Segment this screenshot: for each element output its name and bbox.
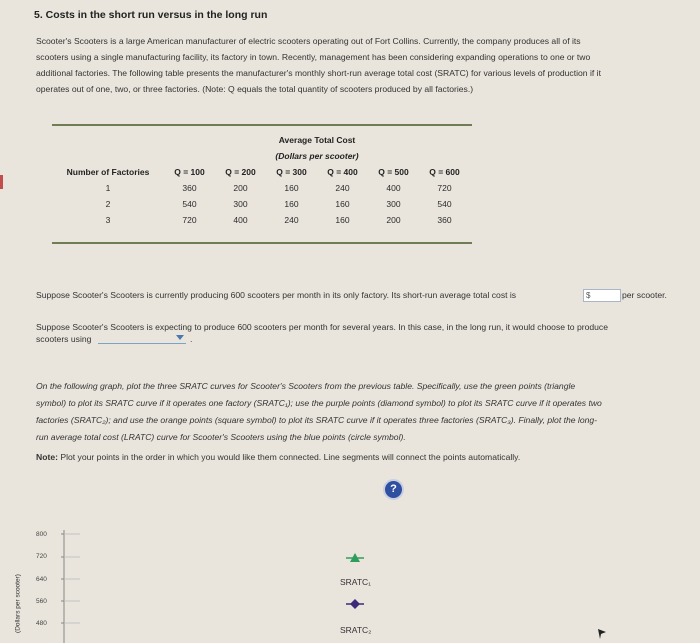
cursor-arrow-icon	[598, 629, 606, 639]
graph-instr-2: symbol) to plot its SRATC curve if it operates one factory (SRATC₁); use the purple points (diamond symbol) to plot its SRATC curve if it operates two	[36, 398, 602, 408]
question-title: 5. Costs in the short run versus in the long run	[34, 9, 268, 21]
q1-suffix: per scooter.	[622, 290, 667, 300]
note-label: Note:	[36, 452, 58, 462]
graph-instr-4: run average total cost (LRATC) curve for Scooter's Scooters using the blue points (circle symbol).	[36, 432, 406, 442]
graph-note	[36, 449, 520, 465]
cost-table	[52, 132, 470, 228]
table-bottom-rule	[52, 242, 472, 244]
table-cell: 360	[437, 215, 452, 225]
graph-instr-1: On the following graph, plot the three SRATC curves for Scooter's Scooters from the previous table. Specifically, use the green points (triangle	[36, 381, 576, 391]
factory-count: 3	[105, 215, 111, 225]
intro-line-1: Scooter's Scooters is a large American manufacturer of electric scooters operating out of Fort Collins. Currently, the company produces all of its	[36, 36, 581, 46]
y-tick-label: 640	[36, 576, 47, 583]
col-header: Q = 100	[174, 167, 205, 177]
legend-sratc1: SRATC₁	[340, 577, 372, 587]
legend-sratc2: SRATC₂	[340, 625, 372, 635]
dollar-prefix: $	[586, 291, 591, 300]
table-top-rule	[52, 124, 472, 126]
graph-instr-3: factories (SRATC₂); and use the orange points (square symbol) to plot its SRATC curve if it operates three factories (SRATC₃). Finally, plot the long-	[36, 415, 598, 425]
y-tick-label: 800	[36, 531, 47, 538]
table-cell: 160	[284, 183, 299, 193]
table-cell: 160	[335, 199, 350, 209]
sratc2-legend-marker[interactable]	[346, 599, 364, 609]
table-row	[52, 212, 470, 228]
intro-line-3: additional factories. The following table presents the manufacturer's monthly short-run average total cost (SRATC) for various levels of production if it	[36, 68, 601, 78]
table-cell: 540	[437, 199, 452, 209]
intro-line-2: scooters using a single manufacturing facility, its factory in town. Recently, management has been considering expanding operations to one or two	[36, 52, 591, 62]
table-cell: 720	[437, 183, 452, 193]
q2-text-line1: Suppose Scooter's Scooters is expecting to produce 600 scooters per month for several years. In this case, in the long run, it would choose to produce	[36, 322, 609, 332]
table-row	[52, 196, 470, 212]
col-header: Q = 300	[276, 167, 307, 177]
table-cell: 360	[182, 183, 197, 193]
col-header: Q = 200	[225, 167, 256, 177]
table-row	[52, 180, 470, 196]
col-header: Q = 600	[429, 167, 460, 177]
note-text: Plot your points in the order in which you would like them connected. Line segments will connect the points automatically.	[60, 452, 521, 462]
chevron-down-icon	[176, 335, 184, 340]
table-cell: 200	[233, 183, 248, 193]
y-tick-label: 480	[36, 620, 47, 627]
table-cell: 160	[335, 215, 350, 225]
y-tick-label: 720	[36, 553, 47, 560]
table-group-title: Average Total Cost	[278, 135, 356, 145]
y-axis-title: (Dollars per scooter)	[14, 574, 22, 633]
table-cell: 300	[386, 199, 401, 209]
sratc-answer-input[interactable]	[583, 289, 621, 302]
table-cell: 400	[233, 215, 248, 225]
table-cell: 400	[386, 183, 401, 193]
table-cell: 720	[182, 215, 197, 225]
problem-page: 5. Costs in the short run versus in the long run Scooter's Scooters is a large American manufacturer of electric scooters operating out of Fort Collins. Currently, the company produces all of its scooters using a single manufacturing facility, its factory in town. Recently, management has been considering expanding operations to one or two additional factories. The following table presents the manufacturer's monthly short-run average total cost (SRATC) for various levels of production if it operates out of one, two, or three factories. (Note: Q equals the total quantity of scooters produced by all factories.) Average Total Cost (Dollars per scooter) Number of Factories Q = 100 Q = 200 Q = 300 Q = 400 Q = 500 Q = 600 1 360 200 160 240 400 720 2 540 300 160 160 300 540 3 720 400 240 160 200 360 Suppose Scooter's Scooters is currently producing 600 scooters per month in its only factory. Its short-run average total cost is $ per scooter. Suppose Scooter's Scooters is expecting to produce 600 scooters per month for several years. In this case, in the long run, it would choose to produce scooters using . On the following graph, plot the three SRATC curves for Scooter's Scooters from the previous table. Specifically, use the green points (triangle symbol) to plot its SRATC curve if it operates one factory (SRATC₁); use the purple points (diamond symbol) to plot its SRATC curve if it operates two factories (SRATC₂); and use the orange points (square symbol) to plot its SRATC curve if it operates three factories (SRATC₃). Finally, plot the long- run average total cost (LRATC) curve for Scooter's Scooters using the blue points (circle symbol). Note: Plot your points in the order in which you would like them connected. Line segments will connect the points automatically. ? (Dollars per scooter) 800 720 640 560 480 SRATC₁ SRATC₂	[0, 0, 700, 643]
q1-text: Suppose Scooter's Scooters is currently producing 600 scooters per month in its only factory. Its short-run average total cost is	[36, 290, 517, 300]
sratc1-legend-marker[interactable]	[346, 553, 364, 562]
factory-count: 1	[105, 183, 111, 193]
table-cell: 160	[284, 199, 299, 209]
help-icon[interactable]: ?	[385, 481, 402, 498]
edge-marker	[0, 175, 3, 189]
table-cell: 300	[233, 199, 248, 209]
table-cell: 540	[182, 199, 197, 209]
factories-dropdown[interactable]	[98, 334, 186, 344]
factory-count: 2	[105, 199, 111, 209]
y-tick-label: 560	[36, 598, 47, 605]
col-header: Q = 500	[378, 167, 409, 177]
table-group-subtitle: (Dollars per scooter)	[275, 151, 359, 161]
table-cell: 240	[284, 215, 299, 225]
q2-text-line2: scooters using	[36, 334, 92, 344]
row-header: Number of Factories	[66, 167, 150, 177]
col-header: Q = 400	[327, 167, 358, 177]
intro-line-4: operates out of one, two, or three factories. (Note: Q equals the total quantity of scooters produced by all factories.)	[36, 84, 474, 94]
table-cell: 240	[335, 183, 350, 193]
table-cell: 200	[386, 215, 401, 225]
